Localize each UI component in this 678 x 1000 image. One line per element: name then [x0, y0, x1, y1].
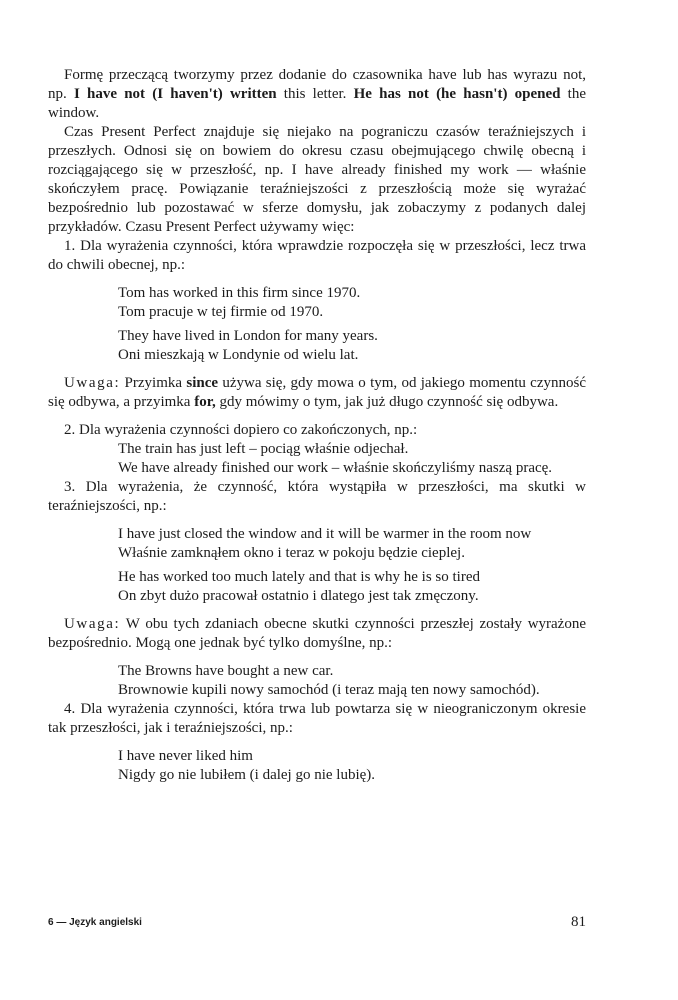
spacer: [48, 365, 586, 374]
text-run: Formę przeczącą tworzymy przez dodanie do czasownika have lub has wyrazu not, np.: [48, 67, 586, 102]
example-line: Oni mieszkają w Londynie od wielu lat.: [118, 347, 359, 363]
paragraph-present-perfect: Czas Present Perfect znajduje się niejako na pograniczu czasów teraźniejszych i przeszłych. Odnosi się on bowiem do okresu czasu obejmującego chwilę obecną i rozciągającego się w przeszłość, np. I have already finished my work — właśnie skończyłem pracę. Powiązanie teraźniejszości z przeszłością może się wyrażać bezpośrednio lub pozostawać w sferze domysłu, jak zobaczymy z podanych dalej przykładów. Czasu Present Perfect używamy więc:: [48, 124, 586, 235]
page-footer: [48, 914, 586, 930]
bold-word: for,: [194, 394, 216, 410]
list-item-4: 4. Dla wyrażenia czynności, która trwa lub powtarza się w nieograniczonym okresie tak przeszłości, jak i teraźniejszości, np.:: [48, 701, 586, 736]
example-line: We have already finished our work – właśnie skończyliśmy naszą pracę.: [118, 460, 553, 476]
example-line: The train has just left – pociąg właśnie odjechał.: [118, 441, 409, 457]
note-label: Uwaga:: [64, 375, 121, 391]
example-line: I have never liked him: [118, 748, 253, 764]
spacer: [48, 606, 586, 615]
text-run: W obu tych zdaniach obecne skutki czynności przeszłej zostały wyrażone bezpośrednio. Mogą one jednak być tylko domyślne, np.:: [48, 616, 586, 651]
spacer: [48, 738, 586, 747]
example-line: Tom pracuje w tej firmie od 1970.: [118, 304, 324, 320]
bold-example: I have not (I haven't) written: [73, 86, 277, 102]
example-line: The Browns have bought a new car.: [118, 663, 334, 679]
bold-word: since: [186, 375, 219, 391]
example-line: Brownowie kupili nowy samochód (i teraz mają ten nowy samochód).: [118, 682, 540, 698]
text-run: Przyimka: [120, 375, 187, 391]
note-label: Uwaga:: [64, 616, 121, 632]
example-line: He has worked too much lately and that is why he is so tired: [118, 569, 481, 585]
text-run: używa się, gdy mowa o tym, od jakiego momentu czynność się odbywa, a przyimka: [48, 375, 586, 410]
text-run: gdy mówimy o tym, jak już długo czynność się odbywa.: [215, 394, 559, 410]
example-line: I have just closed the window and it will be warmer in the room now: [118, 526, 532, 542]
page-body: [48, 66, 586, 785]
paragraph-negation: [48, 66, 586, 123]
example-line: They have lived in London for many years.: [118, 328, 378, 344]
spacer: [48, 516, 586, 525]
note-since-for: [48, 374, 586, 412]
example-line: On zbyt dużo pracował ostatnio i dlatego jest tak zmęczony.: [118, 588, 479, 604]
example-line: Nigdy go nie lubiłem (i dalej go nie lubię).: [118, 767, 376, 783]
list-item-3: 3. Dla wyrażenia, że czynność, która wystąpiła w przeszłości, ma skutki w teraźniejszości, np.:: [48, 479, 586, 514]
spacer: [48, 275, 586, 284]
text-run: the window.: [48, 86, 587, 121]
page-number: 81: [571, 914, 586, 930]
example-line: Właśnie zamknąłem okno i teraz w pokoju będzie cieplej.: [118, 545, 465, 561]
note-effects: [48, 615, 586, 653]
footer-signature: 6 — Język angielski: [48, 917, 142, 928]
list-item-1: 1. Dla wyrażenia czynności, która wprawdzie rozpoczęła się w przeszłości, lecz trwa do chwili obecnej, np.:: [48, 238, 586, 273]
example-line: Tom has worked in this firm since 1970.: [118, 285, 361, 301]
list-item-2: 2. Dla wyrażenia czynności dopiero co zakończonych, np.:: [64, 422, 418, 438]
text-run: this letter.: [276, 86, 354, 102]
spacer: [48, 412, 586, 421]
spacer: [48, 653, 586, 662]
bold-example: He has not (he hasn't) opened: [353, 86, 561, 102]
